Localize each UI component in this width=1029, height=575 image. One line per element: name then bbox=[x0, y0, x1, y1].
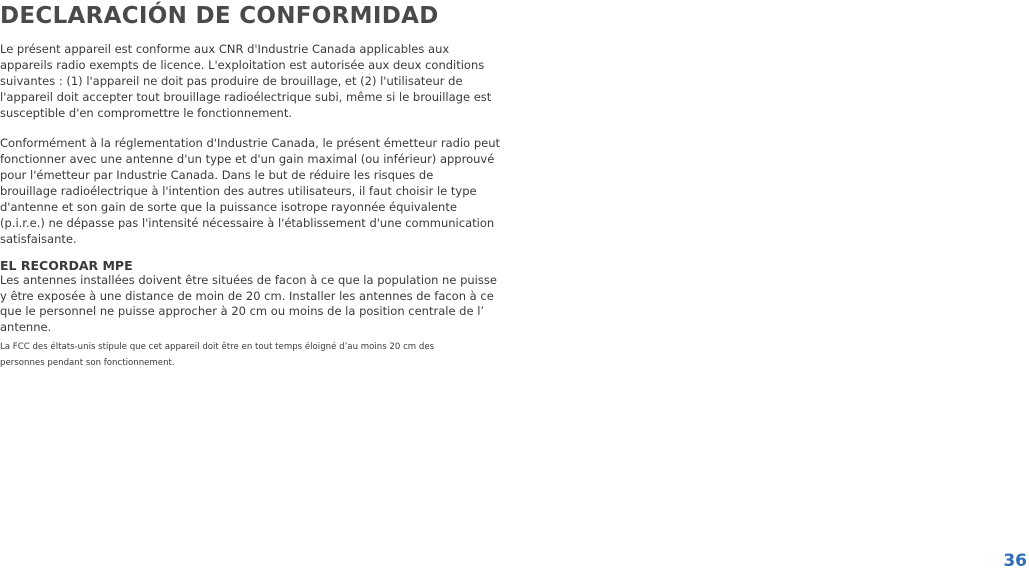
text-line: brouillage radioélectrique à l'intention des autres utilisateurs, il faut choisir le type bbox=[0, 184, 477, 198]
text-line: susceptible d'en compromettre le fonctionnement. bbox=[0, 106, 292, 120]
page-title: DECLARACIÓN DE CONFORMIDAD bbox=[0, 3, 439, 29]
text-line: antenne. bbox=[0, 319, 52, 334]
text-line: que le personnel ne puisse approcher à 20 cm ou moins de la position centrale de l’ bbox=[0, 304, 485, 318]
text-line: fonctionner avec une antenne d'un type et d'un gain maximal (ou inférieur) approuvé bbox=[0, 152, 495, 166]
text-line: Conformément à la réglementation d'Industrie Canada, le présent émetteur radio peut bbox=[0, 136, 501, 150]
text-line: appareils radio exempts de licence. L'exploitation est autorisée aux deux conditions bbox=[0, 58, 485, 72]
text-line: d'antenne et son gain de sorte que la puissance isotrope rayonnée équivalente bbox=[0, 200, 457, 214]
text-line: Les antennes installées doivent être situées de facon à ce que la population ne puisse bbox=[0, 273, 497, 287]
page-number: 36 bbox=[1003, 551, 1027, 571]
mpe-exposure-paragraph bbox=[0, 273, 497, 335]
text-line: y être exposée à une distance de moin de 20 cm. Installer les antennes de facon à ce bbox=[0, 288, 494, 303]
ic-compliance-paragraph bbox=[0, 41, 491, 121]
text-line: (p.i.r.e.) ne dépasse pas l'intensité nécessaire à l'établissement d'une communication bbox=[0, 216, 495, 230]
text-line: l'appareil doit accepter tout brouillage radioélectrique subi, même si le brouillage est bbox=[0, 90, 492, 104]
text-line: suivantes : (1) l'appareil ne doit pas produire de brouillage, et (2) l'utilisateur de bbox=[0, 74, 463, 88]
text-line: satisfaisante. bbox=[0, 232, 77, 246]
antenna-regulation-paragraph bbox=[0, 135, 500, 247]
mpe-section-heading: EL RECORDAR MPE bbox=[0, 258, 133, 273]
text-line: pour l'émetteur par Industrie Canada. Dans le but de réduire les risques de bbox=[0, 168, 434, 182]
text-line: Le présent appareil est conforme aux CNR d'Industrie Canada applicables aux bbox=[0, 42, 450, 56]
text-line: personnes pendant son fonctionnement. bbox=[0, 357, 175, 368]
fcc-distance-note bbox=[0, 340, 434, 371]
text-line: La FCC des éltats-unis stipule que cet appareil doit être en tout temps éloigné d’au moins 20 cm des bbox=[0, 342, 435, 352]
